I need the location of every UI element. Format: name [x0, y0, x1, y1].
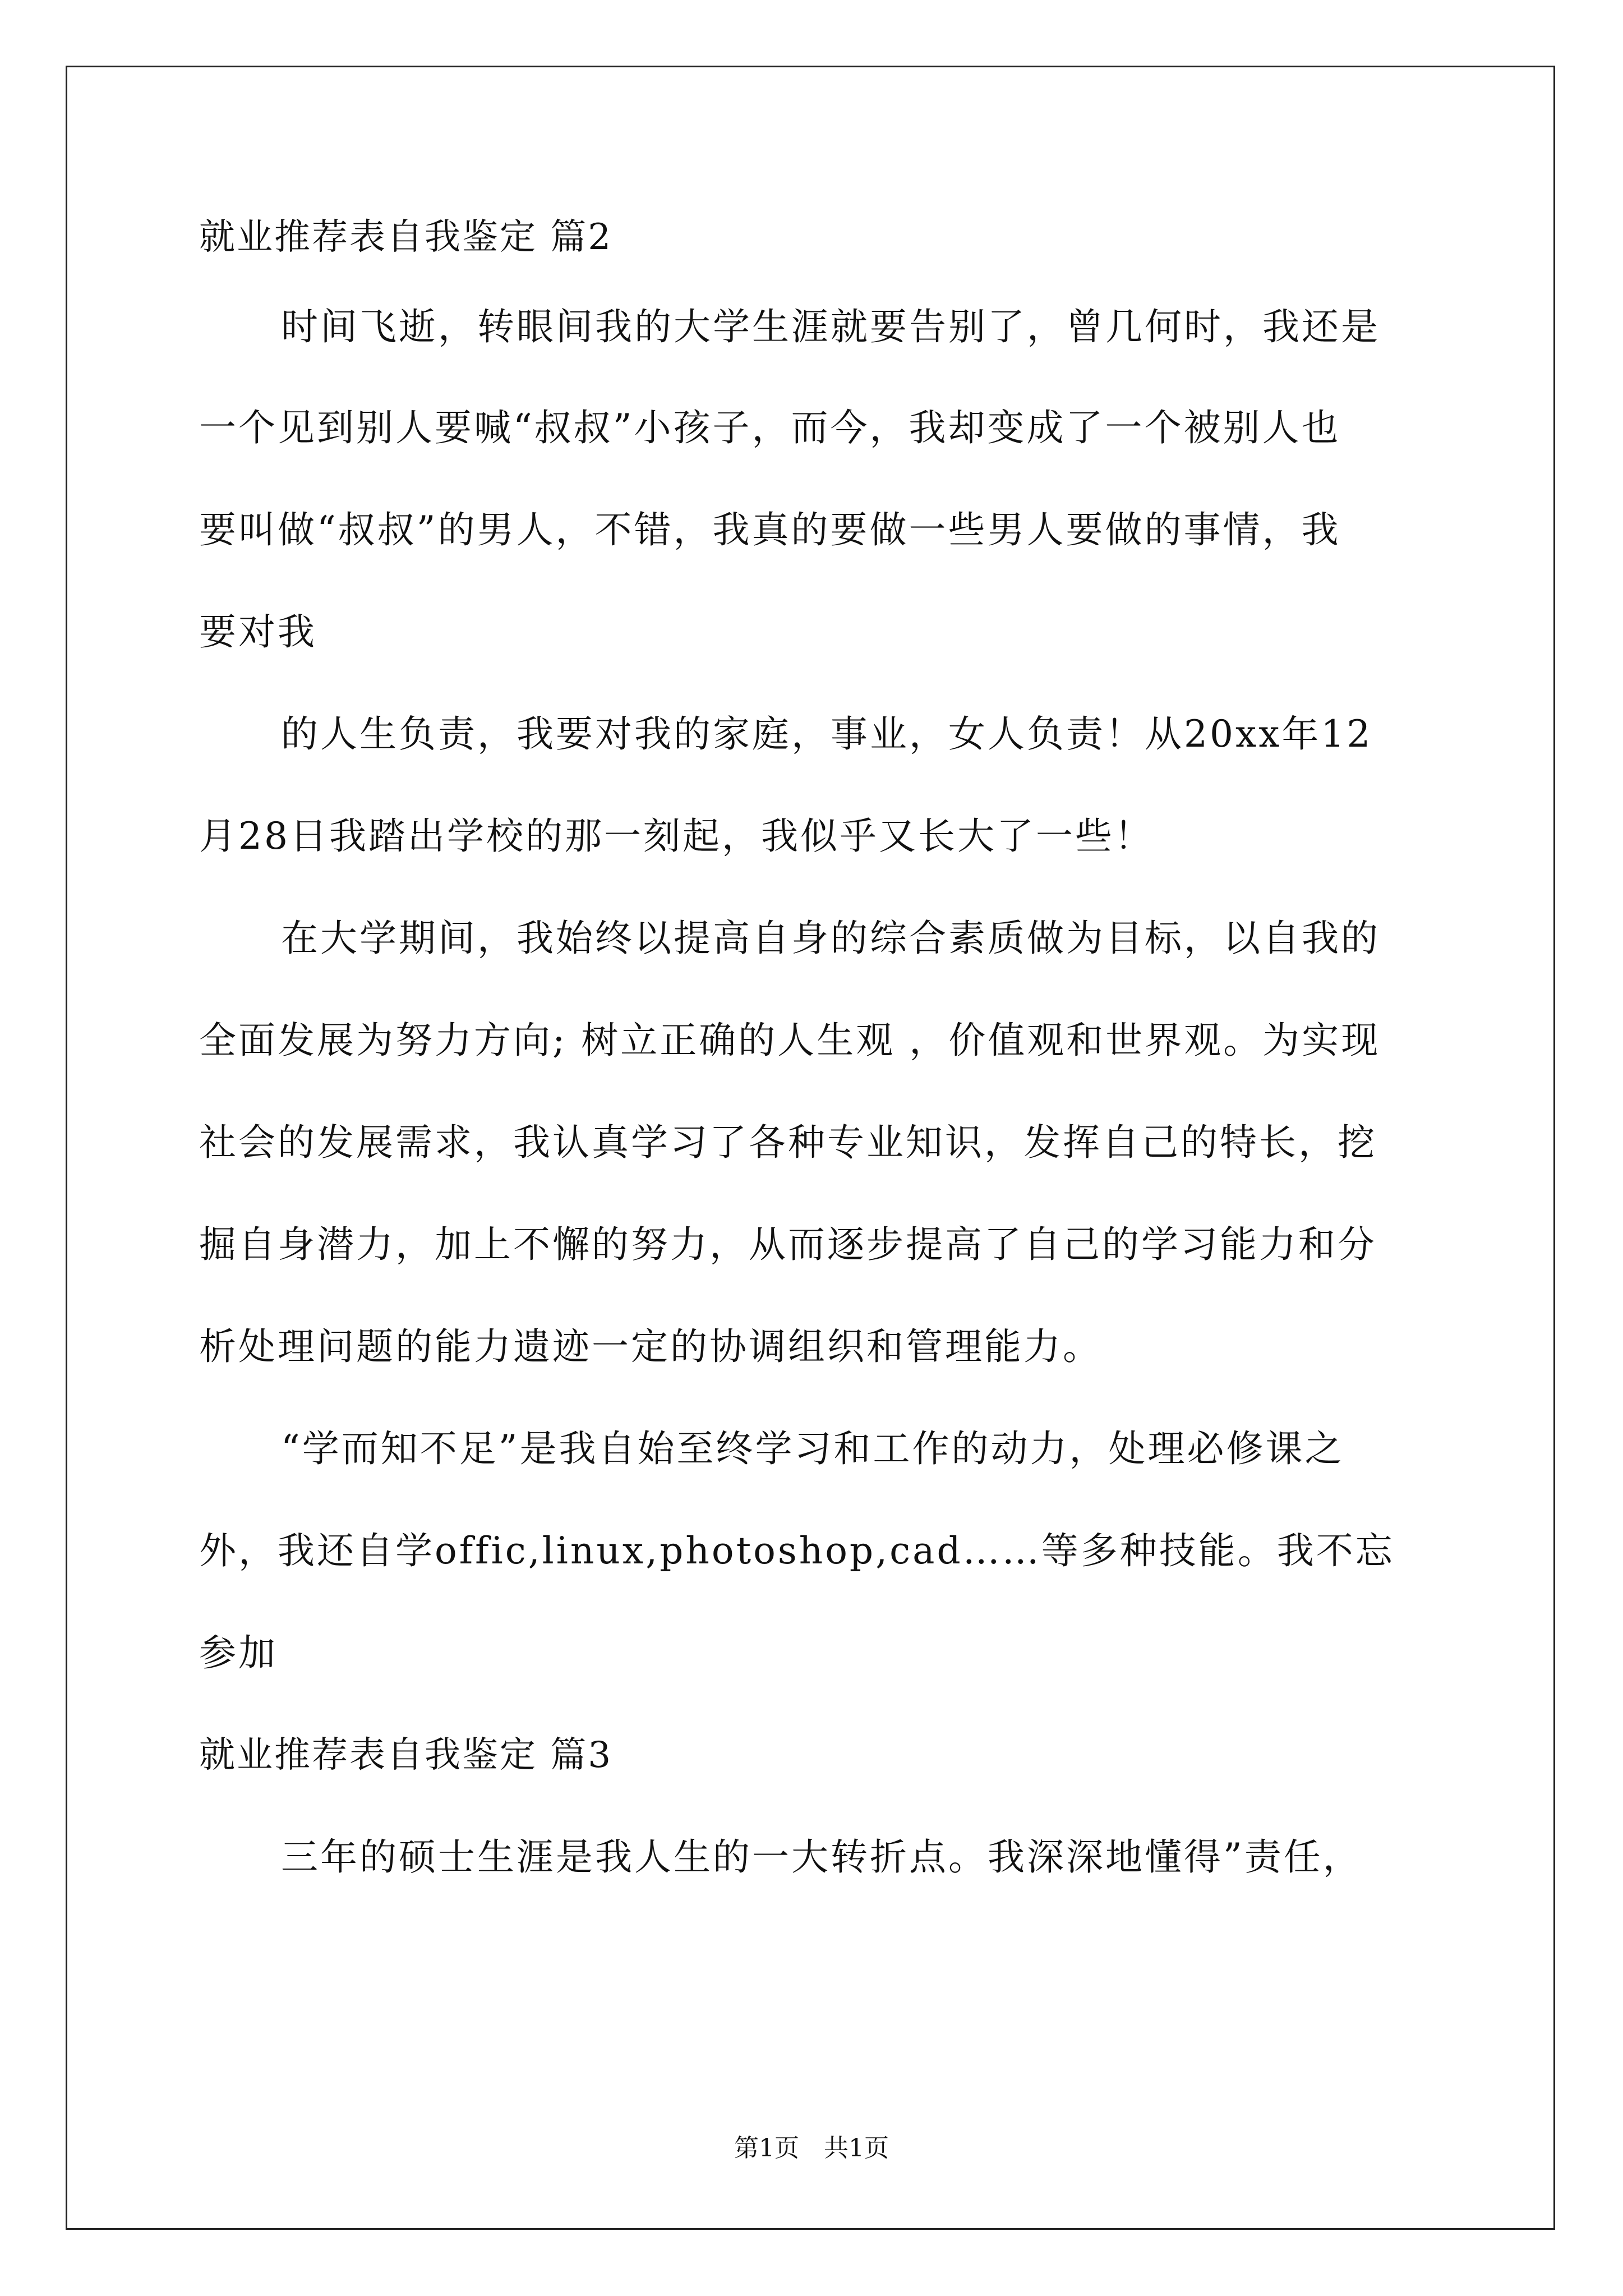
paragraph-line: “学而知不足”是我自始至终学习和工作的动力，处理必修课之	[281, 1427, 1344, 1470]
paragraph-line: 参加	[199, 1631, 278, 1674]
paragraph-line: 全面发展为努力方向; 树立正确的人生观 ，价值观和世界观。为实现	[199, 1019, 1381, 1062]
page-footer: 第1页 共1页	[734, 2134, 889, 2162]
paragraph-line: 月28日我踏出学校的那一刻起，我似乎又长大了一些！	[199, 815, 1154, 858]
paragraph-line: 掘自身潜力，加上不懈的努力，从而逐步提高了自己的学习能力和分	[199, 1223, 1377, 1266]
section-heading: 就业推荐表自我鉴定 篇2	[199, 217, 613, 258]
paragraph-line: 要对我	[199, 610, 317, 654]
paragraph-line: 一个见到别人要喊“叔叔”小孩子，而今，我却变成了一个被别人也	[199, 406, 1341, 449]
paragraph-line: 三年的硕士生涯是我人生的一大转折点。我深深地懂得”责任，	[281, 1835, 1362, 1879]
paragraph-line: 外，我还自学offic,linux,photoshop,cad……等多种技能。我不忘	[199, 1529, 1395, 1572]
paragraph-line: 在大学期间，我始终以提高自身的综合素质做为目标，以自我的	[281, 917, 1380, 960]
paragraph-line: 的人生负责，我要对我的家庭，事业，女人负责！从20xx年12	[281, 712, 1373, 756]
paragraph-line: 析处理问题的能力遗迹一定的协调组织和管理能力。	[199, 1325, 1102, 1368]
paragraph-line: 社会的发展需求，我认真学习了各种专业知识，发挥自己的特长，挖	[199, 1121, 1377, 1164]
paragraph-line: 要叫做“叔叔”的男人，不错，我真的要做一些男人要做的事情，我	[199, 508, 1341, 551]
section-heading: 就业推荐表自我鉴定 篇3	[199, 1734, 613, 1776]
paragraph-line: 时间飞逝，转眼间我的大学生涯就要告别了，曾几何时，我还是	[281, 305, 1380, 348]
